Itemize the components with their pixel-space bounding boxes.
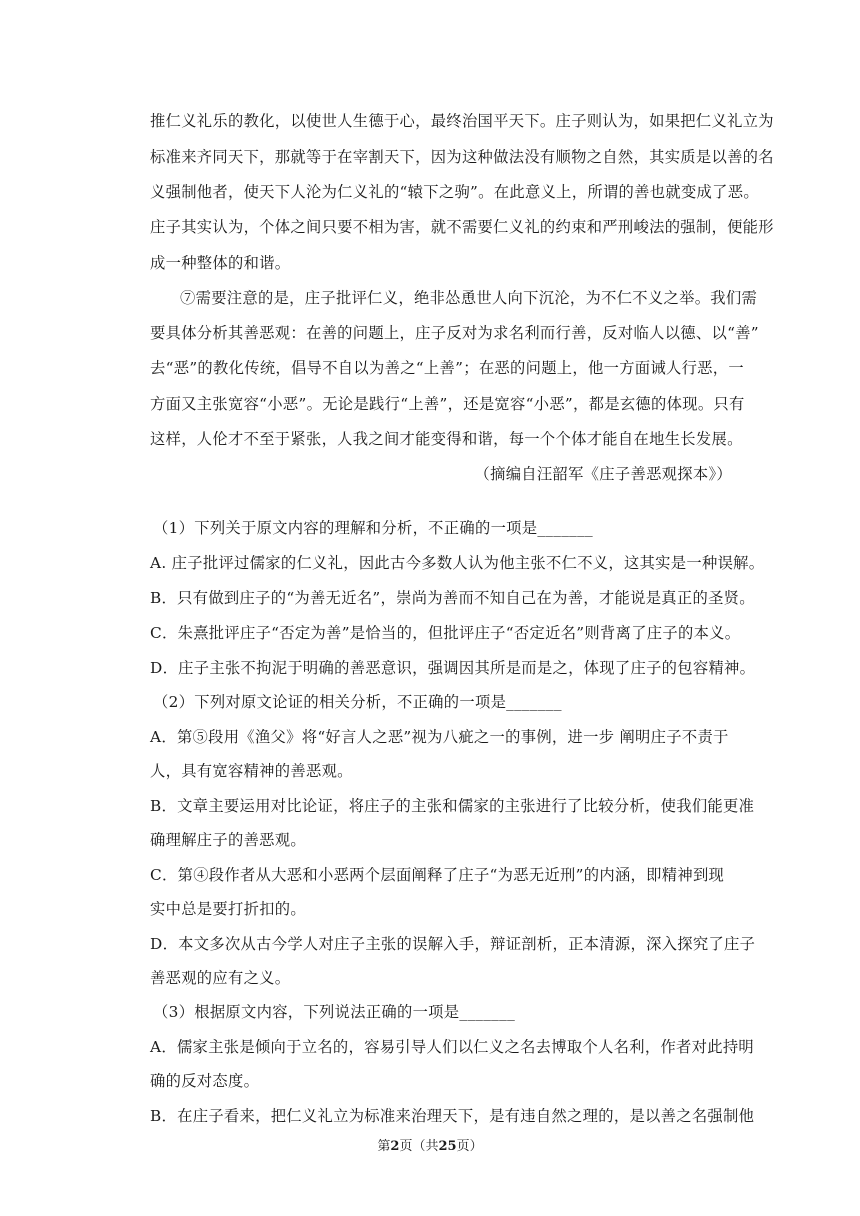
passage-line-2: 标准来齐同天下，那就等于在宰割天下，因为这种做法没有顺物之自然，其实质是以善的名 [150, 148, 774, 166]
passage-line-10: 这样，人伦才不至于紧张，人我之间才能变得和谐，每一个个体才能自在地生长发展。 [150, 430, 743, 448]
footer-middle: 页（共 [399, 1139, 439, 1154]
footer-suffix: 页） [456, 1139, 483, 1154]
current-page-number: 2 [390, 1139, 400, 1154]
question-1-option-d: D．庄子主张不拘泥于明确的善恶意识，强调因其所是而是之，体现了庄子的包容精神。 [150, 659, 756, 677]
passage-line-7: 要具体分析其善恶观：在善的问题上，庄子反对为求名利而行善，反对临人以德、以“善” [150, 324, 759, 342]
question-2-option-b: B．文章主要运用对比论证，将庄子的主张和儒家的主张进行了比较分析，使我们能更准 [150, 797, 755, 815]
passage-line-5: 成一种整体的和谐。 [150, 254, 291, 272]
total-pages-number: 25 [438, 1139, 457, 1154]
question-1-option-b: B．只有做到庄子的“为善无近名”，崇尚为善而不知自己在为善，才能说是真正的圣贤。 [150, 589, 755, 607]
passage-line-3: 义强制他者，使天下人沦为仁义礼的“辕下之驹”。在此意义上，所谓的善也就变成了恶。 [150, 183, 759, 201]
passage-line-6: ⑦需要注意的是，庄子批评仁义，绝非怂恿世人向下沉沦，为不仁不义之举。我们需 [180, 289, 758, 307]
question-2-option-d-cont: 善恶观的应有之义。 [150, 969, 291, 987]
footer-prefix: 第 [377, 1139, 391, 1154]
question-3-option-a: A．儒家主张是倾向于立名的，容易引导人们以仁义之名去博取个人名利，作者对此持明 [150, 1038, 755, 1056]
page-footer [0, 1138, 860, 1156]
passage-source: （摘编自汪韶军《庄子善恶观探本》） [474, 465, 732, 483]
question-3-option-b: B．在庄子看来，把仁义礼立为标准来治理天下，是有违自然之理的，是以善之名强制他 [150, 1107, 755, 1125]
question-3-option-a-cont: 确的反对态度。 [150, 1072, 260, 1090]
question-2-option-c: C．第④段作者从大恶和小恶两个层面阐释了庄子“为恶无近刑”的内涵，即精神到现 [150, 866, 725, 884]
question-2-stem: （2）下列对原文论证的相关分析，不正确的一项是_______ [153, 693, 562, 711]
question-2-option-d: D．本文多次从古今学人对庄子主张的误解入手，辩证剖析，正本清源，深入探究了庄子 [150, 935, 756, 953]
question-1-option-a: A. 庄子批评过儒家的仁义礼，因此古今多数人认为他主张不仁不义，这其实是一种误解。 [150, 554, 765, 572]
passage-line-1: 推仁义礼乐的教化，以使世人生德于心，最终治国平天下。庄子则认为，如果把仁义礼立为 [150, 112, 774, 130]
question-1-stem: （1）下列关于原文内容的理解和分析，不正确的一项是_______ [153, 519, 593, 537]
question-2-option-a: A．第⑤段用《渔父》将“好言人之恶”视为八疵之一的事例，进一步 阐明庄子不责于 [150, 728, 729, 746]
question-3-stem: （3）根据原文内容，下列说法正确的一项是_______ [153, 1003, 516, 1021]
passage-line-4: 庄子其实认为，个体之间只要不相为害，就不需要仁义礼的约束和严刑峻法的强制，便能形 [150, 218, 774, 236]
passage-line-8: 去“恶”的教化传统，倡导不自以为善之“上善”；在恶的问题上，他一方面诫人行恶，一 [150, 359, 744, 377]
passage-line-9: 方面又主张宽容“小恶”。无论是践行“上善”，还是宽容“小恶”，都是玄德的体现。只有 [150, 395, 745, 413]
question-2-option-b-cont: 确理解庄子的善恶观。 [150, 831, 306, 849]
question-1-option-c: C．朱熹批评庄子“否定为善”是恰当的，但批评庄子“否定近名”则背离了庄子的本义。 [150, 624, 741, 642]
question-2-option-c-cont: 实中总是要打折扣的。 [150, 900, 306, 918]
question-2-option-a-cont: 人，具有宽容精神的善恶观。 [150, 762, 353, 780]
